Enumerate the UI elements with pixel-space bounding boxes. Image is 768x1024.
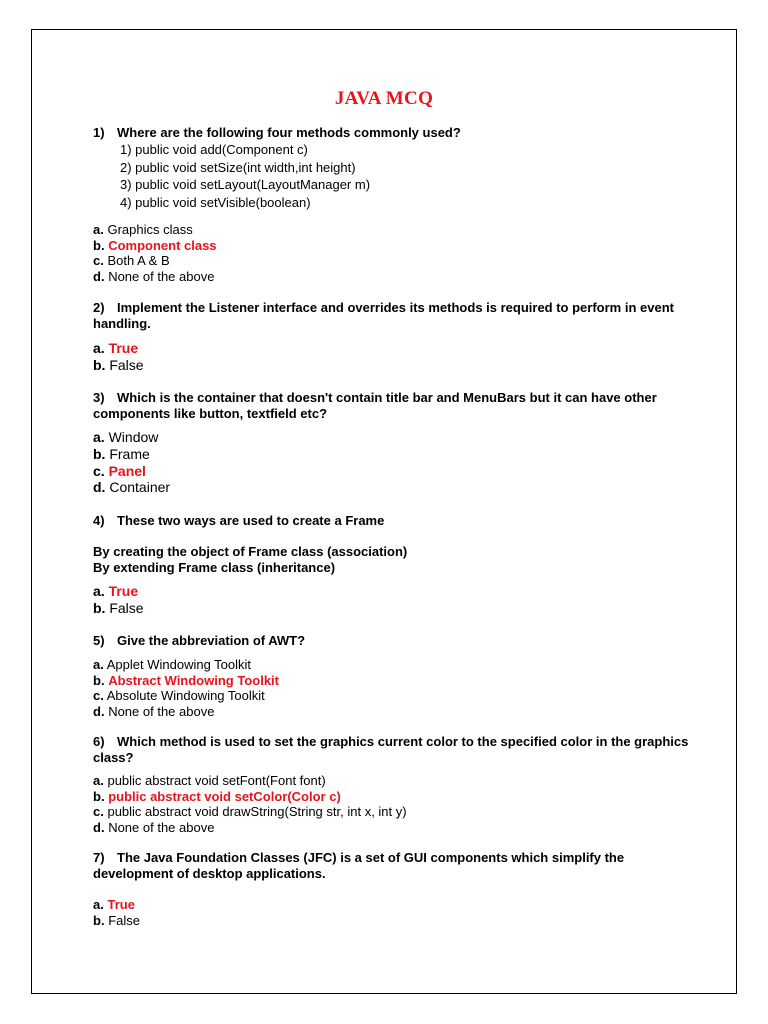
options-4 xyxy=(93,583,693,617)
question-number: 7) xyxy=(93,850,105,865)
page-title: JAVA MCQ xyxy=(334,88,434,109)
code-line: 2) public void setSize(int width,int height) xyxy=(120,159,356,175)
question-text: Implement the Listener interface and overrides its methods is required to perform in event handling. xyxy=(93,300,674,331)
option-c: c. Both A & B xyxy=(93,253,170,269)
question-text: Which is the container that doesn't contain title bar and MenuBars but it can have other components like button, textfield etc? xyxy=(93,390,657,421)
options-5 xyxy=(93,657,693,720)
options-6 xyxy=(93,773,693,836)
option-a: a. Window xyxy=(93,429,159,445)
statements-4 xyxy=(93,544,693,576)
option-c: c. public abstract void drawString(String str, int x, int y) xyxy=(93,804,407,820)
options-2 xyxy=(93,340,693,374)
question-1 xyxy=(93,125,693,211)
code-line: 3) public void setLayout(LayoutManager m) xyxy=(120,177,371,192)
question-text: These two ways are used to create a Frame xyxy=(117,513,385,528)
option-d: d. None of the above xyxy=(93,820,215,836)
option-a-correct: a. True xyxy=(93,583,139,599)
statement: By extending Frame class (inheritance) xyxy=(93,560,336,575)
option-d: d. None of the above xyxy=(93,704,215,720)
question-text: The Java Foundation Classes (JFC) is a set of GUI components which simplify the development of desktop applications. xyxy=(93,850,625,881)
question-number: 4) xyxy=(93,513,105,528)
code-line: 1) public void add(Component c) xyxy=(120,142,308,157)
question-4 xyxy=(93,513,693,529)
question-number: 3) xyxy=(93,390,105,405)
question-number: 2) xyxy=(93,300,105,315)
option-a: a. Applet Windowing Toolkit xyxy=(93,657,252,672)
question-2 xyxy=(93,300,693,332)
question-number: 1) xyxy=(93,125,105,140)
question-text: Which method is used to set the graphics current color to the specified color in the graphics class? xyxy=(93,734,689,765)
statement: By creating the object of Frame class (association) xyxy=(93,544,408,559)
options-7 xyxy=(93,897,693,928)
options-1 xyxy=(93,222,693,285)
option-b: b. False xyxy=(93,599,144,616)
option-b-correct: b. public abstract void setColor(Color c) xyxy=(93,788,341,804)
option-d: d. None of the above xyxy=(93,269,215,285)
option-d: d. Container xyxy=(93,479,171,496)
option-c: c. Absolute Windowing Toolkit xyxy=(93,688,265,704)
option-a: a. public abstract void setFont(Font font) xyxy=(93,773,326,788)
code-line: 4) public void setVisible(boolean) xyxy=(120,194,311,210)
question-number: 6) xyxy=(93,734,105,749)
option-a: a. Graphics class xyxy=(93,222,193,237)
option-c-correct: c. Panel xyxy=(93,462,146,479)
question-6 xyxy=(93,734,693,766)
question-7 xyxy=(93,850,693,882)
option-b: b. False xyxy=(93,912,140,928)
option-a-correct: a. True xyxy=(93,897,135,912)
option-b-correct: b. Component class xyxy=(93,237,217,253)
question-text: Where are the following four methods commonly used? xyxy=(117,125,461,140)
question-5 xyxy=(93,633,693,649)
question-3 xyxy=(93,390,693,422)
option-b: b. False xyxy=(93,356,144,373)
options-3 xyxy=(93,429,693,496)
option-b: b. Frame xyxy=(93,445,150,462)
option-a-correct: a. True xyxy=(93,340,139,356)
question-text: Give the abbreviation of AWT? xyxy=(117,633,306,648)
option-b-correct: b. Abstract Windowing Toolkit xyxy=(93,672,279,688)
question-number: 5) xyxy=(93,633,105,648)
